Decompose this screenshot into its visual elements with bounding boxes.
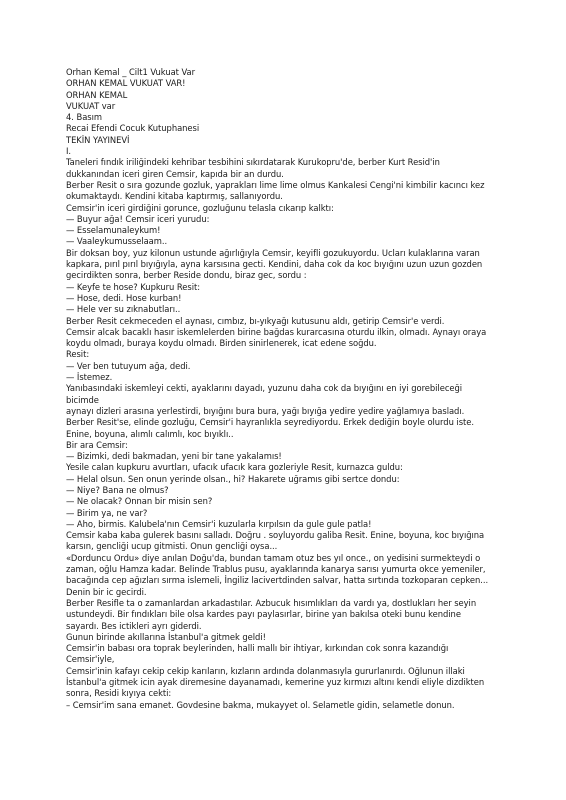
text-line: Denin bir ic gecirdi. (66, 586, 147, 597)
text-line: I. (66, 146, 72, 157)
text-line: Orhan Kemal _ Cilt1 Vukuat Var (66, 67, 196, 77)
text-line: dukkanından iceri giren Cemsir, kapıda bir an durdu. (66, 168, 284, 179)
text-line: — Ver ben tutuyum ağa, dedi. (66, 360, 191, 371)
text-line: bacağında cep ağızları sırma islemeli, İngiliz lacivertdinden salvar, hatta sırtında tozkoparan cepken... (66, 575, 489, 586)
text-line: kapkara, pırıl pırıl bıyığıyla, ayna karsısına gecti. Kendini, daha cok da koc bıyığını uzun uzun gozden (66, 259, 483, 270)
text-line: «Dorduncu Ordu» diye anılan Doğu'da, bundan tamam otuz bes yıl once., on yedisini surmekteydi o (66, 552, 481, 563)
text-line: aynayı dizleri arasına yerlestirdi, bıyığını bura bura, yağı bıyığa yedire yedire yağlamıya basladı. (66, 405, 465, 416)
text-line: Cemsir kaba kaba gulerek basını salladı. Doğru . soyluyordu galiba Resit. Enine, boyuna, koc bıyığına (66, 530, 485, 541)
text-line: Gunun birinde akıllarına İstanbul'a gitmek geldi! (66, 631, 266, 642)
text-line: ORHAN KEMAL VUKUAT VAR! (66, 78, 186, 89)
text-line: Cemsir'in iceri girdiğini gorunce, gozluğunu telasla cıkarıp kalktı: (66, 202, 334, 213)
text-line: İstanbul'a gitmek icin ayak diremesine dayanamadı, kemerine yuz kırmızı altını kendi eliyle dizdikten (66, 677, 485, 688)
text-line: Yesile calan kupkuru avurtları, ufacık ufacık kara gozleriyle Resit, kurnazca guldu: (66, 462, 403, 473)
text-line: — Niye? Bana ne olmus? (66, 484, 169, 495)
text-line: Berber Resit'se, elinde gozluğu, Cemsir'i hayranlıkla seyrediyordu. Erkek dediğin boyle olurdu iste. (66, 417, 474, 428)
text-line: — İstemez. (66, 372, 113, 383)
text-line: — Esselamunaleykum! (66, 225, 161, 236)
text-line: – Cemsir'im sana emanet. Govdesine bakma, mukayyet ol. Selametle gidin, selametle donun. (66, 699, 455, 710)
text-line: 4. Basım (66, 112, 102, 123)
text-line: sayardı. Bes ictikleri ayrı giderdi. (66, 620, 202, 631)
text-line: VUKUAT var (66, 100, 116, 111)
text-line: Cemsir'iyle, (66, 654, 115, 665)
text-line: Yanıbasındaki iskemleyi cekti, ayaklarını dayadı, yuzunu daha cok da bıyığını en iyi gorebileceği (66, 383, 463, 394)
text-line: — Buyur ağa! Cemsir iceri yurudu: (66, 213, 210, 224)
text-line: Cemsir'inin kafayı cekip cekip karıların, kızların ardında dolanmasıyla gururlanırdı. Oğlunun illaki (66, 665, 465, 676)
text-line: Enine, boyuna, alımlı calımlı, koc bıyıklı.. (66, 428, 234, 439)
text-line: — Birim ya, ne var? (66, 507, 148, 518)
text-line: ORHAN KEMAL (66, 89, 128, 100)
text-line: gecirdikten sonra, berber Reside dondu, biraz gec, sordu : (66, 270, 307, 281)
text-line: Bir doksan boy, yuz kilonun ustunde ağırlığıyla Cemsir, keyifli gozukuyordu. Ucları kulaklarına varan (66, 247, 480, 258)
text-line: Cemsir'in babası ora toprak beylerinden, halli mallı bir ihtiyar, kırkından cok sonra kazandığı (66, 643, 449, 654)
text-line: — Keyfe te hose? Kupkuru Resit: (66, 281, 200, 292)
text-line: — Hose, dedi. Hose kurban! (66, 292, 182, 303)
text-line: Berber Resit cekmeceden el aynası, cımbız, bı-yıkyağı kutusunu aldı, getirip Cemsir'e verdi. (66, 315, 445, 326)
text-line: TEKİN YAYINEVİ (66, 134, 130, 145)
text-line: Berber Resit o sıra gozunde gozluk, yaprakları lime lime olmus Kankalesi Cengi'ni kimbilir kacıncı kez (66, 179, 485, 190)
text-line: — Hele ver su zıknabutları.. (66, 304, 181, 315)
text-line: Bir ara Cemsir: (66, 439, 128, 450)
text-line: Cemsir alcak bacaklı hasır iskemlelerden birine bağdas kurarcasına oturdu ilkin, olmadı. Aynayı oraya (66, 326, 487, 337)
text-line: zaman, oğlu Hamza kadar. Belinde Trablus pusu, ayaklarında kanarya sarısı yumurta okce yemeniler, (66, 564, 486, 575)
text-line: — Helal olsun. Sen onun yerinde olsan., hi? Hakarete uğramıs gibi sertce dondu: (66, 473, 400, 484)
text-line: — Bizimki, dedi bakmadan, yeni bir tane yakalamıs! (66, 451, 282, 462)
document-page (66, 67, 512, 711)
text-line: — Ne olacak? Onnan bir misin sen? (66, 496, 213, 507)
text-line: okumaktaydı. Kendini kitaba kaptırmış, sallanıyordu. (66, 191, 283, 202)
text-line: Recai Efendi Cocuk Kutuphanesi (66, 123, 200, 134)
text-line: bicimde (66, 394, 99, 405)
text-line: sonra, Residi kıyıya cekti: (66, 688, 172, 699)
text-line: Berber Resifle ta o zamanlardan arkadastılar. Azbucuk hısımlıkları da vardı ya, dostlukları her seyin (66, 597, 477, 608)
text-line: — Aho, birmis. Kalubela'nın Cemsir'i kuzularla kırpılsın da gule gule patla! (66, 518, 372, 529)
text-line: ustundeydi. Bir fındıkları bile olsa kardes payı paylasırlar, birine yan bakılsa oteki bunu kendine (66, 609, 461, 620)
text-line: koydu olmadı, buraya koydu olmadı. Birden sinirlenerek, icat edene soğdu. (66, 338, 377, 349)
text-line: — Vaaleykumusselaam.. (66, 236, 168, 247)
text-line: karsın, gencliği ucup gitmisti. Onun gencliği oysa... (66, 541, 278, 552)
text-line: Resit: (66, 349, 90, 360)
text-line: Taneleri fındık iriliğindeki kehribar tesbihini sıkırdatarak Kurukopru'de, berber Kurt Resid'in (66, 157, 440, 168)
